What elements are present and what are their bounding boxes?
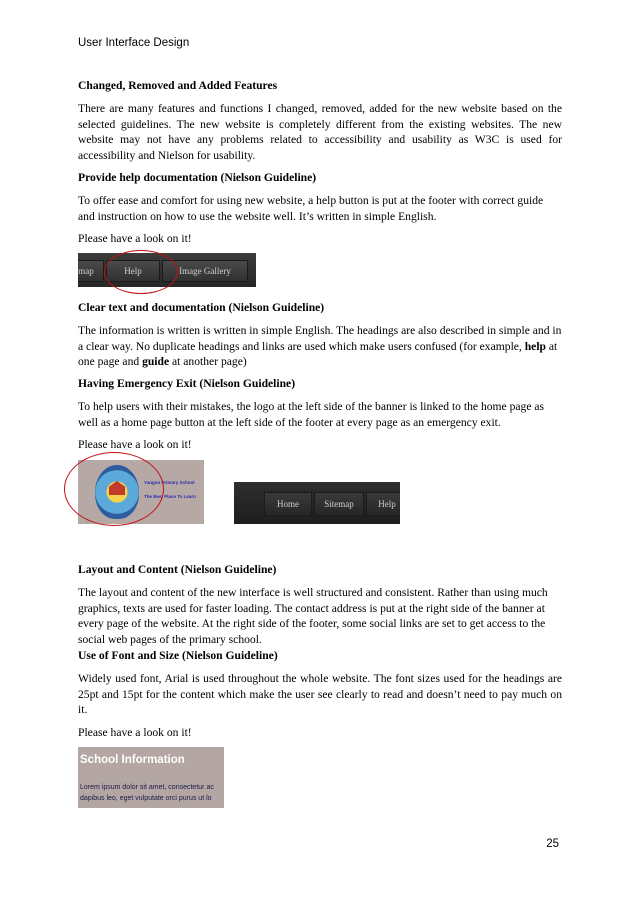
look-note: Please have a look on it! bbox=[78, 438, 192, 451]
paragraph: The layout and content of the new interface is well structured and consistent. Rather than using much graphics, texts are used for faster loading. The contact address is put at the right side of the banner at every page of the website. At the right side of the footer, some social links are set to get access to the social web pages of the primary school. bbox=[78, 586, 548, 646]
nav-item-sitemap-partial: map bbox=[78, 260, 104, 282]
look-note: Please have a look on it! bbox=[78, 232, 192, 245]
section-heading: Use of Font and Size (Nielson Guideline) bbox=[78, 649, 278, 662]
section-heading: Changed, Removed and Added Features bbox=[78, 79, 278, 92]
section-heading: Clear text and documentation (Nielson Guideline) bbox=[78, 301, 325, 314]
school-info-title: School Information bbox=[80, 754, 185, 766]
running-header: User Interface Design bbox=[78, 37, 190, 49]
look-note: Please have a look on it! bbox=[78, 726, 192, 739]
nav-item-image-gallery: Image Gallery bbox=[162, 260, 248, 282]
nav-item-home: Home bbox=[264, 492, 312, 516]
paragraph: Widely used font, Arial is used throughout the whole website. The font sizes used for the headings are 25pt and 15pt for the content which make the user see clearly to read and doesn’t need to pay much on it. bbox=[78, 672, 562, 717]
paragraph: There are many features and functions I changed, removed, added for the new website based on the selected guidelines. The new website is completely different from the existing websites. The new website may not have any problems related to accessibility and usability as W3C is used for accessibility and Nielson for usability. bbox=[78, 102, 562, 162]
section-heading: Layout and Content (Nielson Guideline) bbox=[78, 563, 277, 576]
section-heading: Having Emergency Exit (Nielson Guideline) bbox=[78, 377, 296, 390]
nav-item-sitemap: Sitemap bbox=[314, 492, 364, 516]
section-heading: Provide help documentation (Nielson Guideline) bbox=[78, 171, 317, 184]
banner-tagline: The Best Place To Learn bbox=[144, 494, 196, 499]
paragraph-text: at another page) bbox=[169, 355, 247, 369]
nav-item-help: Help bbox=[106, 260, 160, 282]
home-button-screenshot bbox=[234, 482, 400, 524]
paragraph-text: at one page and bbox=[78, 339, 558, 369]
lorem-line: dapibus leo, eget vulputate orci purus ut lo bbox=[80, 795, 212, 802]
page-number: 25 bbox=[546, 838, 559, 850]
lorem-line: Lorem ipsum dolor sit amet, consectetur ac bbox=[80, 784, 214, 791]
bold-term-guide: guide bbox=[142, 355, 170, 369]
banner-school-name: Yangon Primary School bbox=[144, 480, 195, 485]
paragraph: To help users with their mistakes, the logo at the left side of the banner is linked to the home page as well as a home page button at the left side of the footer at every page as an emergency exit. bbox=[78, 400, 545, 429]
nav-item-help: Help bbox=[366, 492, 400, 516]
paragraph bbox=[78, 323, 562, 370]
highlight-circle bbox=[104, 250, 178, 294]
highlight-circle bbox=[64, 452, 164, 526]
paragraph: To offer ease and comfort for using new website, a help button is put at the footer with correct guide and instruction on how to use the website well. It’s written in simple English. bbox=[78, 194, 544, 223]
bold-term-help: help bbox=[524, 339, 546, 353]
font-size-screenshot bbox=[78, 747, 224, 808]
paragraph-text: The information is written is written in simple English. The headings are also described in simple and in a clear way. No duplicate headings and links are used which make users confused (for example, bbox=[78, 324, 562, 353]
